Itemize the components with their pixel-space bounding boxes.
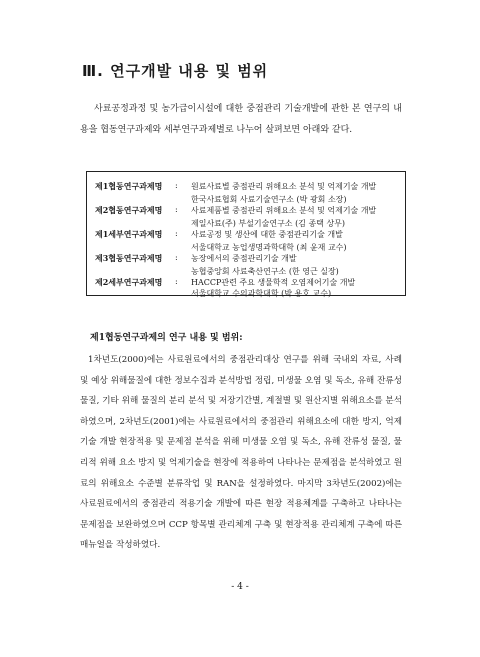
task-colon: : bbox=[175, 253, 178, 262]
task-label: 제1세부연구과제명 bbox=[95, 229, 163, 239]
task-institution: 한국사료협회 사료기술연구소 (박 광회 소장) bbox=[191, 195, 347, 204]
task-title: HACCP관련 주요 생물학적 오염제어기술 개발 bbox=[191, 278, 356, 287]
task-institution: 농협중앙회 사료축산연구소 (한 영근 실장) bbox=[191, 267, 339, 276]
task-colon: : bbox=[175, 229, 178, 238]
task-label: 제3협동연구과제명 bbox=[95, 253, 163, 263]
body-paragraph: 1차년도(2000)에는 사료원료에서의 중점관리대상 연구를 위해 국내외 자료, 사례 및 예상 위해물질에 대한 정보수집과 분석방법 정립, 미생물 오염 및 독소, 유해 잔류성 물질, 기타 위해 물질의 분리 분석 및 저장기간별, 계절별 및 원산지별 위해요소를 분석하였으며, 2차년도(2001)에는 사료원료에서의 중점관리 위해요소에 대한 방지, 억제기술 개발 현장적용 및 문제점 분석을 위해 미생물 오염 및 독소, 유해 잔류성 물질, 물리적 위해 요소 방지 및 억제기술을 현장에 적용하여 나타나는 문제점을 분석하였고 원료의 위해요소 수준별 분류작업 및 RAN을 설정하였다. 마지막 3차년도(2002)에는 사료원료에서의 중점관리 적용기술 개발에 따른 현장 적용체계를 구축하고 나타나는 문제점을 보완하였으며 CCP 항목별 관리체계 구축 및 현장적용 관리체계 구축에 따른 매뉴얼을 작성하였다. bbox=[80, 355, 402, 551]
task-label: 제1협동연구과제명 bbox=[95, 181, 163, 191]
task-institution: 제일사료(주) 부설기술연구소 (김 종택 상무) bbox=[191, 219, 346, 228]
intro-paragraph: 사료공정과정 및 농가급이시설에 대한 중점관리 기술개발에 관한 본 연구의 내용을 협동연구과제와 세부연구과제별로 나누어 살펴보면 아래와 같다. bbox=[80, 104, 402, 135]
task-colon: : bbox=[175, 205, 178, 214]
page-number: - 4 - bbox=[231, 582, 249, 592]
task-title: 사료제품별 중점관리 위해요소 분석 및 억제기술 개발 bbox=[191, 206, 377, 215]
task-title: 원료사료별 중점관리 위해요소 분석 및 억제기술 개발 bbox=[191, 182, 377, 191]
task-colon: : bbox=[175, 181, 178, 190]
section-heading: Ⅲ. 연구개발 내용 및 범위 bbox=[82, 62, 269, 80]
task-title: 사료공정 및 생산에 대한 중점관리기술 개발 bbox=[191, 230, 343, 239]
subsection-title: 제1협동연구과제의 연구 내용 및 범위: bbox=[90, 333, 243, 343]
task-colon: : bbox=[175, 277, 178, 286]
task-label: 제2세부연구과제명 bbox=[95, 277, 163, 287]
task-label: 제2협동연구과제명 bbox=[95, 205, 163, 215]
task-institution: 서울대학교 수의과학대학 (박 용호 교수) bbox=[191, 289, 332, 298]
task-list-box bbox=[86, 171, 406, 296]
task-title: 농장에서의 중점관리기술 개발 bbox=[191, 254, 297, 263]
task-institution: 서울대학교 농업생명과학대학 (최 윤재 교수) bbox=[191, 243, 347, 252]
